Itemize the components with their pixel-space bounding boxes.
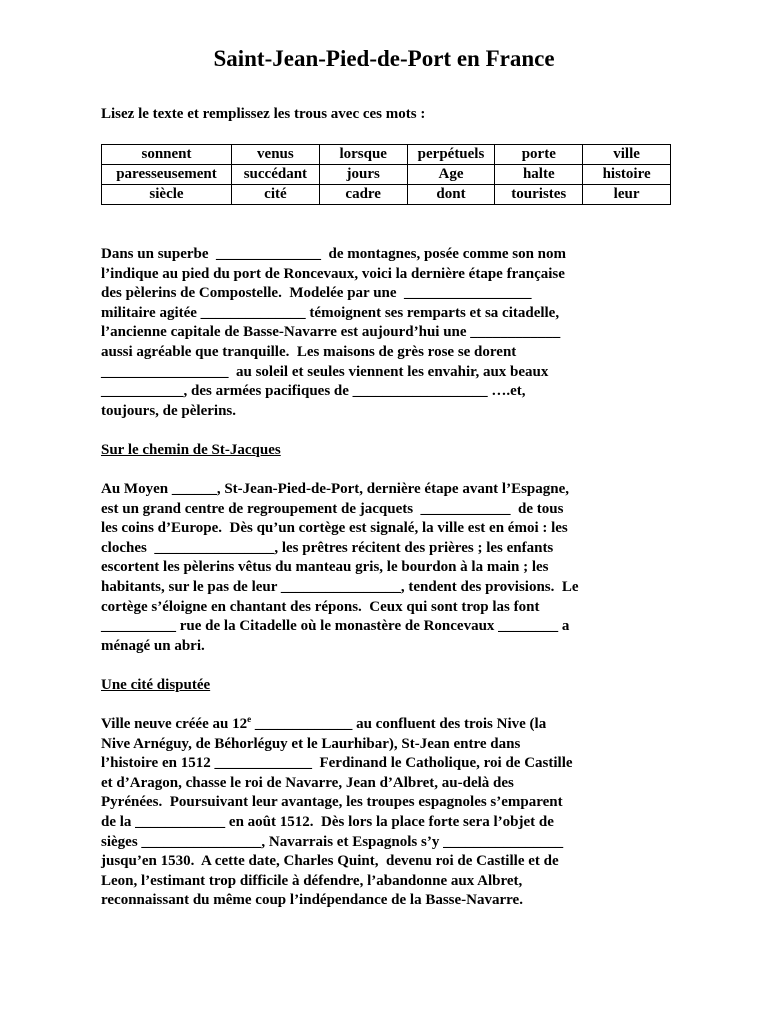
word-bank-cell: dont <box>407 185 495 205</box>
paragraph-line: et d’Aragon, chasse le roi de Navarre, Jean d’Albret, au-delà des <box>101 774 514 791</box>
paragraph-line: habitants, sur le pas de leur ________________, tendent des provisions. Le <box>101 578 579 595</box>
paragraph-line: de la ____________ en août 1512. Dès lors la place forte sera l’objet de <box>101 813 554 830</box>
paragraph-line: les coins d’Europe. Dès qu’un cortège est signalé, la ville est en émoi : les <box>101 520 568 537</box>
word-bank-row <box>102 145 671 165</box>
paragraph-cite <box>101 715 573 911</box>
word-bank-cell: Age <box>407 165 495 185</box>
paragraph-line <box>101 715 573 735</box>
paragraph-line: cloches ________________, les prêtres récitent des prières ; les enfants <box>101 539 554 556</box>
word-bank-cell: perpétuels <box>407 145 495 165</box>
word-bank-cell: succédant <box>232 165 320 185</box>
paragraph-line: l’histoire en 1512 _____________ Ferdinand le Catholique, roi de Castille <box>101 755 573 772</box>
paragraph-line: militaire agitée ______________ témoignent ses remparts et sa citadelle, <box>101 304 560 321</box>
word-bank-cell: paresseusement <box>102 165 232 185</box>
line-text: Ville neuve créée au 12 <box>101 716 248 732</box>
paragraph-line: jusqu’en 1530. A cette date, Charles Quint, devenu roi de Castille et de <box>101 853 559 870</box>
word-bank-cell: cadre <box>319 185 407 205</box>
word-bank-cell: siècle <box>102 185 232 205</box>
word-bank-cell: sonnent <box>102 145 232 165</box>
superscript: e <box>247 714 252 724</box>
paragraph-line: Pyrénées. Poursuivant leur avantage, les troupes espagnoles s’emparent <box>101 794 563 811</box>
paragraph-line: reconnaissant du même coup l’indépendance de la Basse-Navarre. <box>101 892 523 909</box>
paragraph-line: toujours, de pèlerins. <box>101 402 236 419</box>
word-bank-cell: histoire <box>583 165 671 185</box>
paragraph-line: _________________ au soleil et seules viennent les envahir, aux beaux <box>101 363 549 380</box>
word-bank-row <box>102 185 671 205</box>
word-bank-cell: touristes <box>495 185 583 205</box>
paragraph-line: l’ancienne capitale de Basse-Navarre est aujourd’hui une ____________ <box>101 324 561 341</box>
paragraph-line: Au Moyen ______, St-Jean-Pied-de-Port, dernière étape avant l’Espagne, <box>101 481 570 497</box>
paragraph-line: est un grand centre de regroupement de jacquets ____________ de tous <box>101 500 564 517</box>
paragraph-line: Dans un superbe ______________ de montagnes, posée comme son nom <box>101 246 567 262</box>
word-bank-cell: ville <box>583 145 671 165</box>
word-bank-row <box>102 165 671 185</box>
word-bank-cell: cité <box>232 185 320 205</box>
paragraph-chemin <box>101 480 579 656</box>
paragraph-line: l’indique au pied du port de Roncevaux, voici la dernière étape française <box>101 265 565 282</box>
paragraph-line: cortège s’éloigne en chantant des répons. Ceux qui sont trop las font <box>101 598 540 615</box>
line-text: _____________ au confluent des trois Nive (la <box>251 716 547 732</box>
paragraph-line: escortent les pèlerins vêtus du manteau gris, le bourdon à la main ; les <box>101 559 549 576</box>
word-bank-cell: lorsque <box>319 145 407 165</box>
word-bank-table <box>101 144 671 205</box>
paragraph-line: ménagé un abri. <box>101 637 205 654</box>
word-bank-cell: porte <box>495 145 583 165</box>
section-heading-chemin: Sur le chemin de St-Jacques <box>101 442 281 458</box>
section-heading-cite: Une cité disputée <box>101 677 211 693</box>
word-bank-cell: leur <box>583 185 671 205</box>
paragraph-line: des pèlerins de Compostelle. Modelée par une _________________ <box>101 285 532 302</box>
paragraph-intro <box>101 245 566 421</box>
paragraph-line: Leon, l’estimant trop difficile à défendre, l’abandonne aux Albret, <box>101 872 523 889</box>
paragraph-line: ___________, des armées pacifiques de __________________ ….et, <box>101 383 526 400</box>
paragraph-line: Nive Arnéguy, de Béhorléguy et le Laurhibar), St-Jean entre dans <box>101 735 521 752</box>
paragraph-line: sièges ________________, Navarrais et Espagnols s’y ________________ <box>101 833 564 850</box>
page-title: Saint-Jean-Pied-de-Port en France <box>213 46 555 71</box>
word-bank-cell: venus <box>232 145 320 165</box>
instruction-text: Lisez le texte et remplissez les trous avec ces mots : <box>101 106 426 122</box>
word-bank-cell: halte <box>495 165 583 185</box>
paragraph-line: __________ rue de la Citadelle où le monastère de Roncevaux ________ a <box>101 618 570 635</box>
paragraph-line: aussi agréable que tranquille. Les maisons de grès rose se dorent <box>101 343 517 360</box>
word-bank-cell: jours <box>319 165 407 185</box>
